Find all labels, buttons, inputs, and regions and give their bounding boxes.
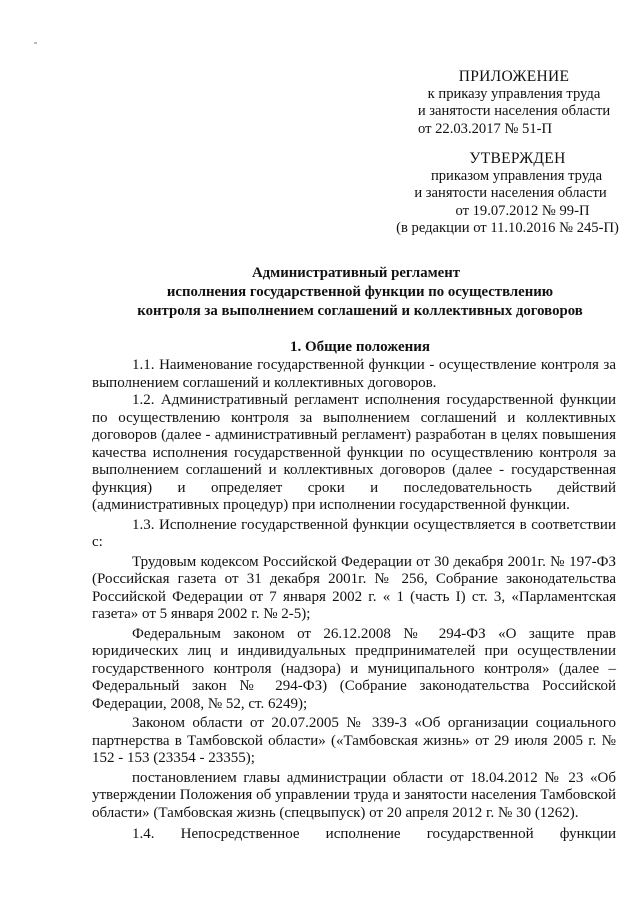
approved-line: и занятости населения области xyxy=(414,185,607,201)
law-reference-labor-code: Трудовым кодексом Российской Федерации от 30 декабря 2001г. № 197-ФЗ (Российская газета от 31 декабря 2001г. № 256, Собрание законодательства Российской Федерации от 7 января 2002 г. « 1 (часть I) ст. 3, «Парламентская газета» от 5 января 2002 г. № 2-5); xyxy=(92,553,616,622)
approved-date-line: от 19.07.2012 № 99-П xyxy=(455,202,590,219)
approved-title: УТВЕРЖДЕН xyxy=(469,150,566,167)
approved-edition-line: (в редакции от 11.10.2016 № 245-П) xyxy=(396,220,619,236)
paragraph-1-4: 1.4. Непосредственное исполнение государственной функции xyxy=(132,826,616,842)
appendix-line: к приказу управления труда xyxy=(427,85,601,102)
scan-speck xyxy=(34,42,37,44)
appendix-title: ПРИЛОЖЕНИЕ xyxy=(458,68,570,85)
paragraph-1-3: 1.3. Исполнение государственной функции осуществляется в соответствии с: xyxy=(92,516,616,550)
regulation-title-line: контроля за выполнением соглашений и коллективных договоров xyxy=(137,303,583,319)
appendix-line: и занятости населения области xyxy=(417,103,611,119)
approved-line: приказом управления труда xyxy=(430,167,603,184)
appendix-block xyxy=(398,68,630,138)
document-body xyxy=(92,357,616,844)
law-reference-federal-law: Федеральным законом от 26.12.2008 № 294-ФЗ «О защите прав юридических лиц и индивидуальных предпринимателей при осуществлении государственного контроля (надзора) и муниципального контроля» (далее – Федеральный закон № 294-ФЗ) (Собрание законодательства Российской Федерации, 2008, № 52, ст. 6249); xyxy=(92,625,616,712)
regulation-title-line: исполнения государственной функции по осуществлению xyxy=(166,284,554,300)
approved-block xyxy=(380,150,635,238)
appendix-date-line: от 22.03.2017 № 51-П xyxy=(418,120,553,137)
paragraph-1-1: 1.1. Наименование государственной функции - осуществление контроля за выполнением соглашений и коллективных договоров. xyxy=(92,357,616,391)
regulation-title-line: Административный регламент xyxy=(251,265,461,281)
law-reference-resolution: постановлением главы администрации области от 18.04.2012 № 23 «Об утверждении Положения об управлении труда и занятости населения Тамбовской области» (Тамбовская жизнь (спецвыпуск) от 20 апреля 2012 г. № 30 (1262). xyxy=(92,769,616,821)
section-heading: 1. Общие положения xyxy=(289,339,431,355)
paragraph-1-2: 1.2. Административный регламент исполнения государственной функции по осуществлению контроля за выполнением соглашений и коллективных договоров (далее - административный регламент) разработан в целях повышения качества исполнения государственной функции по осуществлению контроля за выполнением соглашений и коллективных договоров (далее - государственная функция) и определяет сроки и последовательность действий (административных процедур) при исполнении государственной функции. xyxy=(92,392,616,513)
law-reference-regional-law: Законом области от 20.07.2005 № 339-З «Об организации социального партнерства в Тамбовской области» («Тамбовская жизнь» от 29 июля 2005 г. № 152 - 153 (23354 - 23355); xyxy=(92,715,616,766)
regulation-title xyxy=(60,264,640,321)
